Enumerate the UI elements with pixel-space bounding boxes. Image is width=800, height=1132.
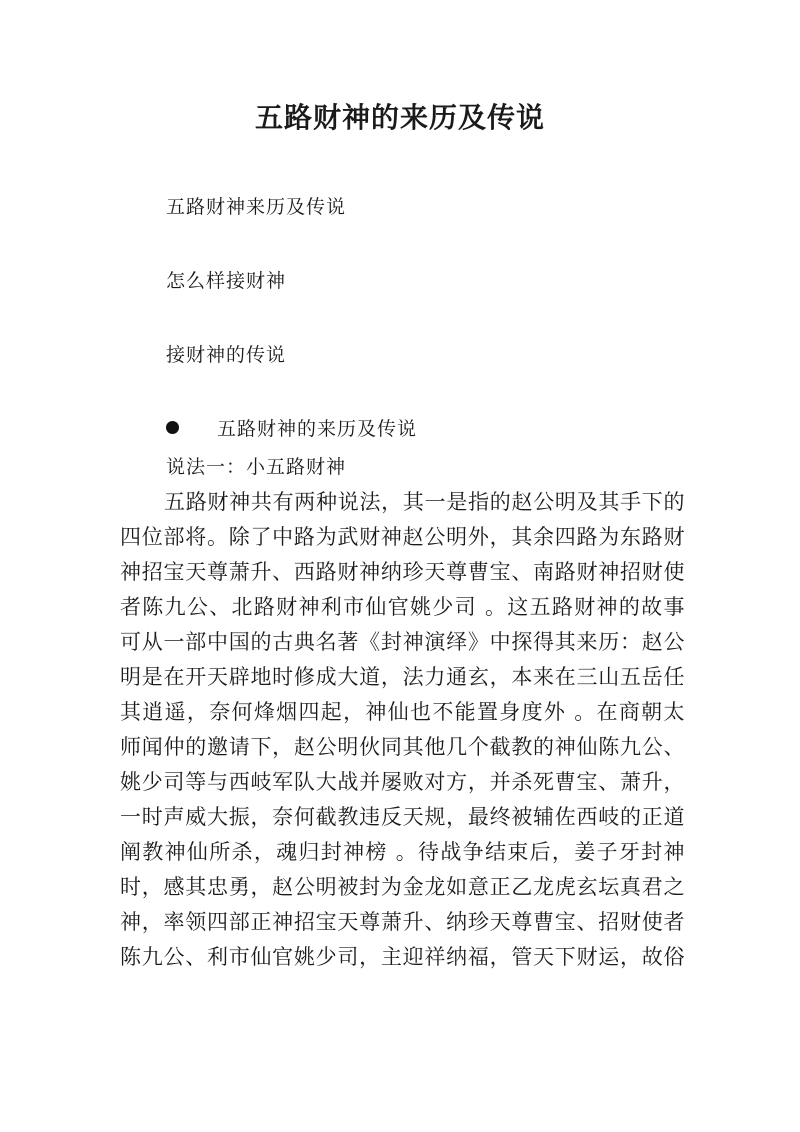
body-paragraph: 五路财神共有两种说法，其一是指的赵公明及其手下的四位部将。除了中路为武财神赵公明外，其余四路为东路财神招宝天尊萧升、西路财神纳珍天尊曹宝、南路财神招财使者陈九公、北路财神利市仙官姚少司 。这五路财神的故事可从一部中国的古典名著《封神演绎》中探得其来历：赵公明是在开天辟地时修成大道，法力通玄，本来在三山五岳任其逍遥，奈何烽烟四起，神仙也不能置身度外 。在商朝太师闻仲的邀请下，赵公明伙同其他几个截教的神仙陈九公、姚少司等与西岐军队大战并屡败对方，并杀死曹宝、萧升，一时声威大振，奈何截教违反天规，最终被辅佐西岐的正道阐教神仙所杀，魂归封神榜 。待战争结束后，姜子牙封神时，感其忠勇，赵公明被封为金龙如意正乙龙虎玄坛真君之神，率领四部正神招宝天尊萧升、纳珍天尊曹宝、招财使者陈九公、利市仙官姚少司，主迎祥纳福，管天下财运，故俗 bbox=[120, 490, 685, 969]
bullet-icon bbox=[166, 421, 179, 434]
toc-item-3: 接财神的传说 bbox=[166, 344, 287, 366]
section-heading-text: 五路财神的来历及传说 bbox=[217, 418, 418, 440]
toc-item-2: 怎么样接财神 bbox=[166, 270, 287, 292]
toc-item-1: 五路财神来历及传说 bbox=[166, 196, 347, 218]
sub-heading: 说法一：小五路财神 bbox=[166, 456, 347, 478]
section-heading bbox=[166, 414, 417, 441]
page-title: 五路财神的来历及传说 bbox=[254, 101, 545, 134]
